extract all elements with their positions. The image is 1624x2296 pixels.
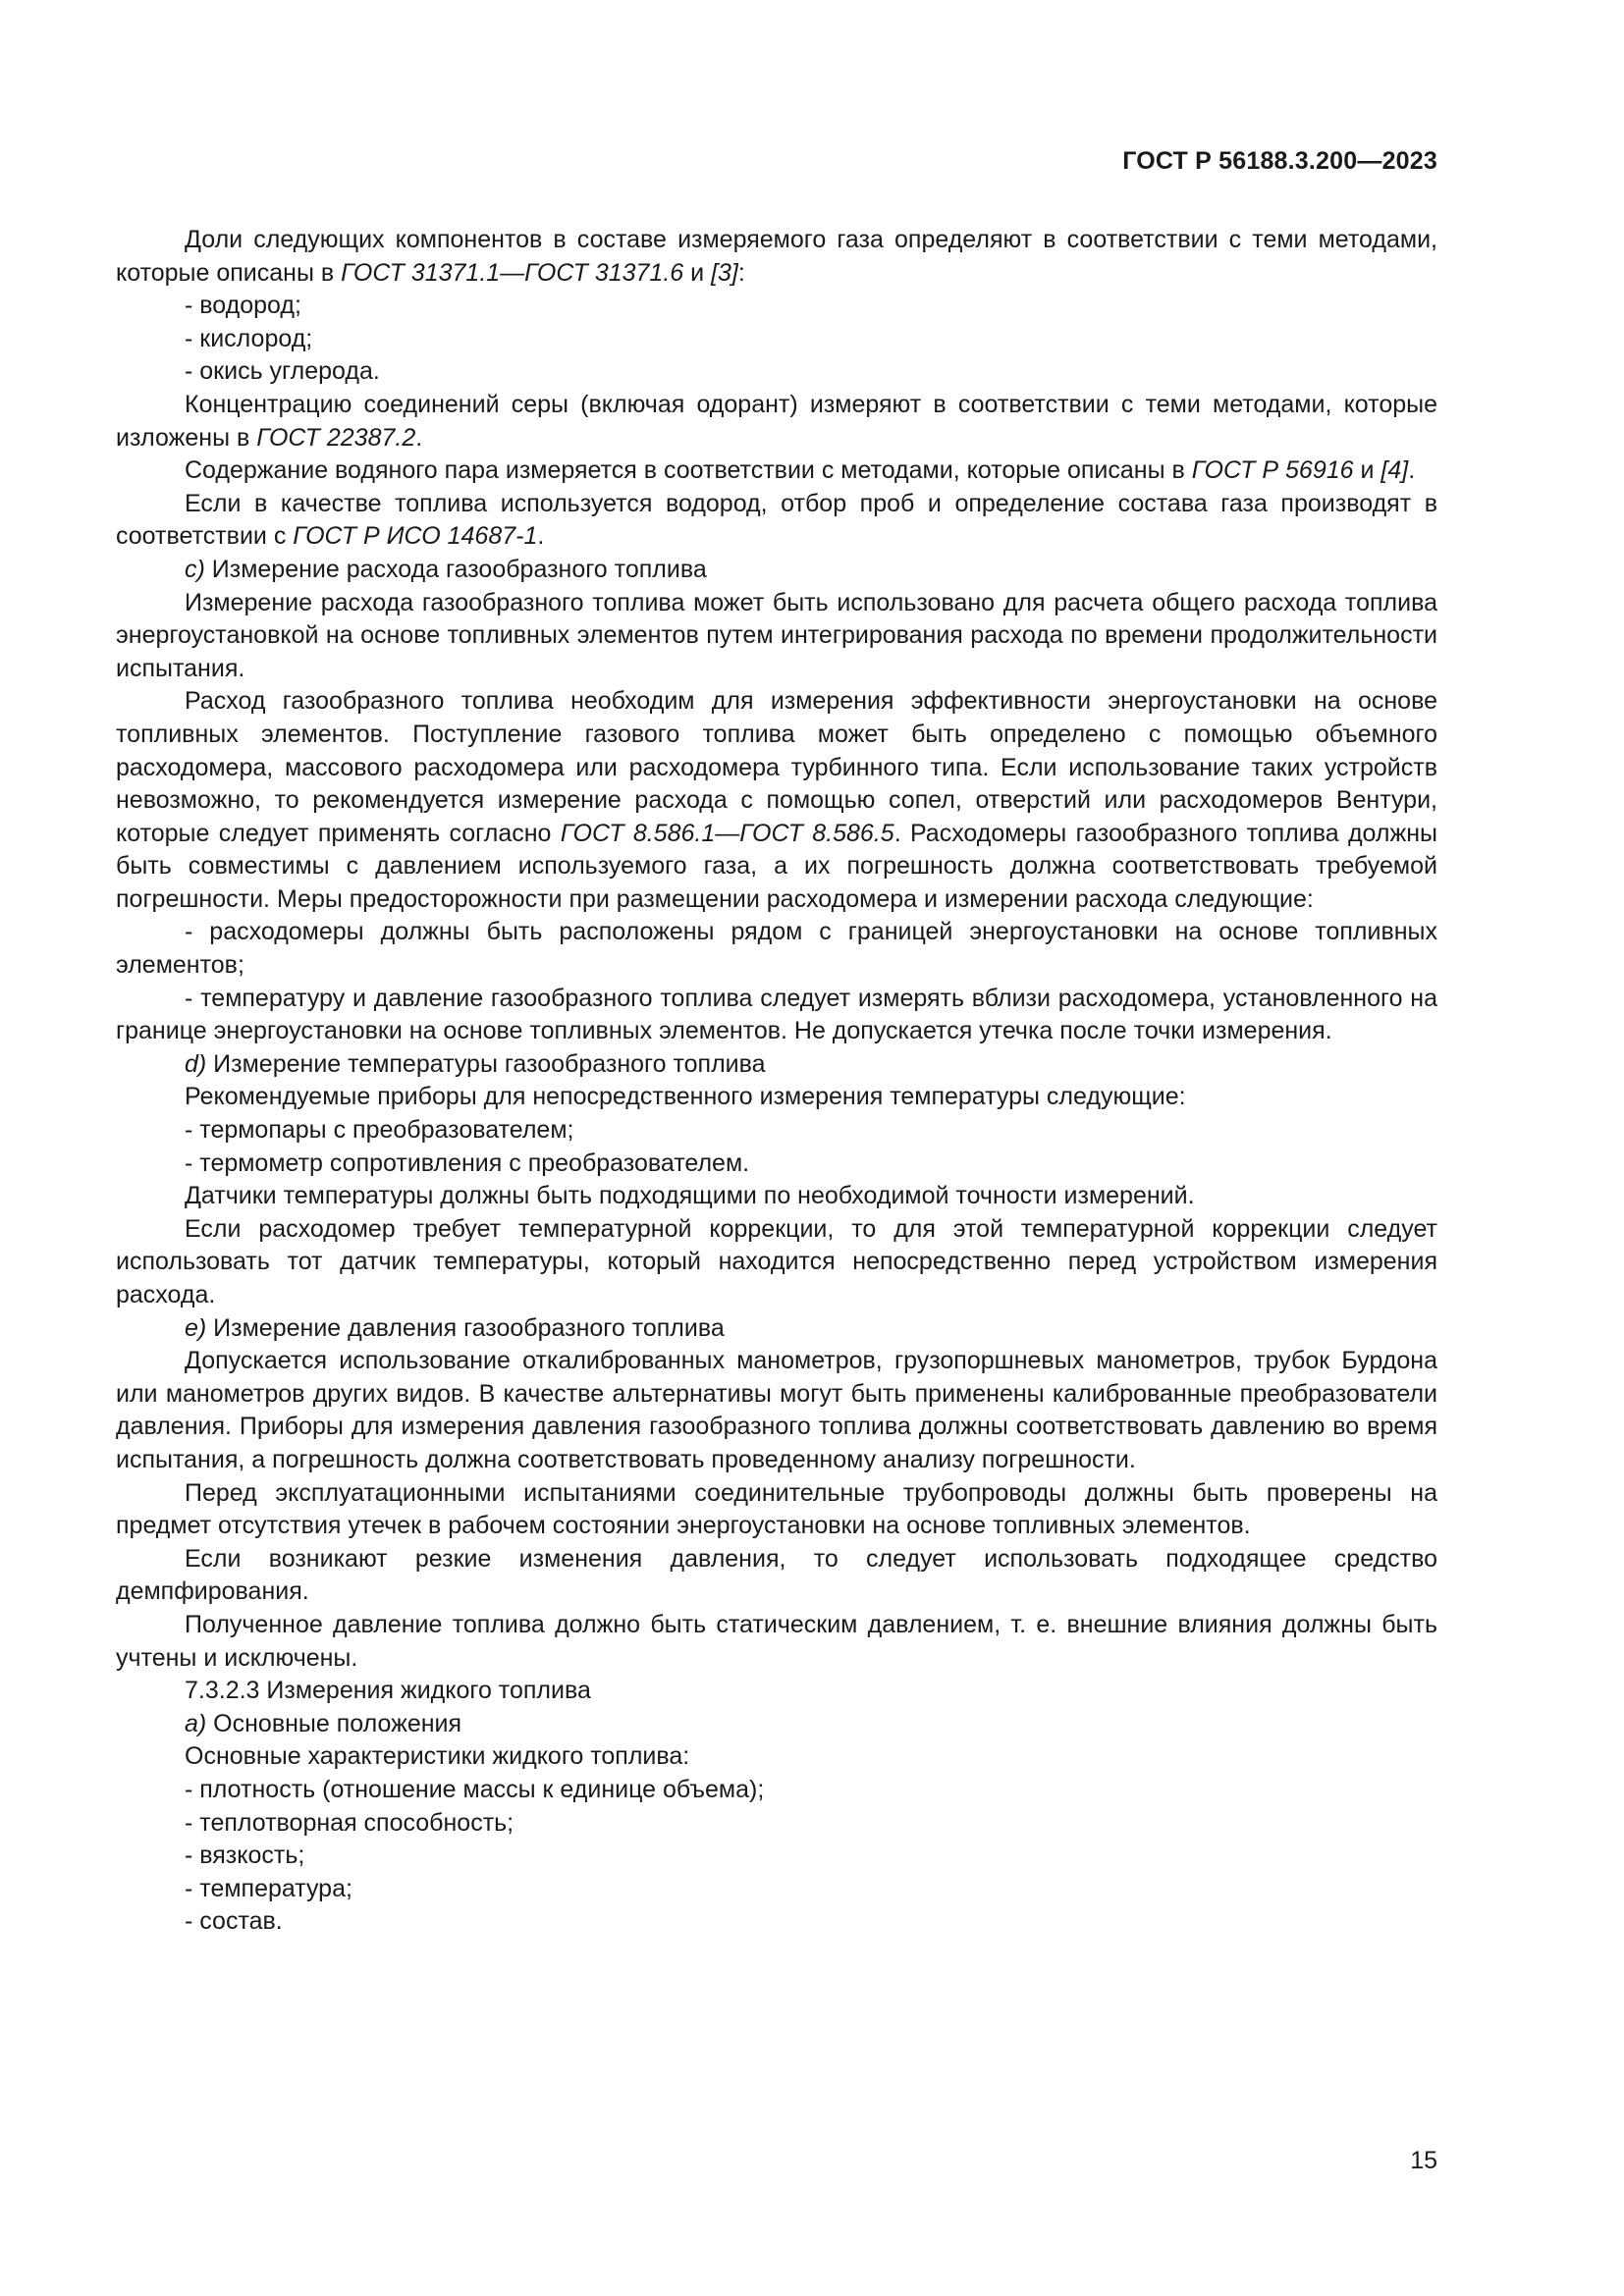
text-run: - теплотворная способность; (185, 1808, 514, 1837)
text-run: 7.3.2.3 Измерения жидкого топлива (185, 1677, 591, 1705)
text-run: Если в качестве топлива используется водород, отбор проб и определение состава газа производят в соответствии с (116, 489, 1437, 551)
paragraph (116, 1148, 1437, 1181)
text-run: Допускается использование откалиброванных манометров, грузопоршневых манометров, трубок Бурдона или манометров других видов. В качестве альтернативы могут быть применены калиброванные преобразователи давления. Приборы для измерения давления газообразного топлива должны соответствовать давлению во время испытания, а погрешность должна соответствовать проведенному анализу погрешности. (116, 1347, 1437, 1473)
text-run: Перед эксплуатационными испытаниями соединительные трубопроводы должны быть проверены на предмет отсутствия утечек в рабочем состоянии энергоустановки на основе топливных элементов. (116, 1478, 1437, 1540)
text-run: Если расходомер требует температурной коррекции, то для этой температурной коррекции следует использовать тот датчик температуры, который находится непосредственно перед устройством измерения расхода. (116, 1214, 1437, 1308)
text-run: - кислород; (185, 324, 313, 352)
text-run: Основные положения (206, 1709, 462, 1737)
text-run: - состав. (185, 1907, 283, 1936)
paragraph (116, 916, 1437, 982)
reference-text: ГОСТ Р ИСО 14687-1 (293, 522, 538, 551)
paragraph (116, 1807, 1437, 1841)
text-run: Содержание водяного пара измеряется в соответствии с методами, которые описаны в (185, 456, 1192, 485)
paragraph (116, 1774, 1437, 1807)
paragraph (116, 454, 1437, 488)
paragraph (116, 1905, 1437, 1939)
text-run: Рекомендуемые приборы для непосредственного измерения температуры следующие: (185, 1083, 1186, 1111)
paragraph (116, 1840, 1437, 1873)
reference-text: ГОСТ 8.586.1—ГОСТ 8.586.5 (560, 819, 894, 847)
paragraph (116, 554, 1437, 587)
text-run: - окись углерода. (185, 357, 380, 386)
paragraph (116, 1180, 1437, 1213)
page-number: 15 (1410, 2147, 1437, 2174)
text-run: - водород; (185, 292, 301, 320)
text-run: и (683, 258, 712, 287)
paragraph (116, 1114, 1437, 1148)
text-run: Полученное давление топлива должно быть статическим давлением, т. е. внешние влияния должны быть учтены и исключены. (116, 1610, 1437, 1672)
reference-text: d) (185, 1049, 207, 1078)
text-run: Измерение расхода газообразного топлива может быть использовано для расчета общего расхода топлива энергоустановкой на основе топливных элементов путем интегрирования расхода по времени продолжительности испытания. (116, 588, 1437, 682)
paragraph (116, 685, 1437, 916)
reference-text: c) (185, 555, 205, 583)
paragraph (116, 1675, 1437, 1708)
paragraph (116, 1477, 1437, 1543)
text-run: Доли следующих компонентов в составе измеряемого газа определяют в соответствии с теми методами, которые описаны в (116, 226, 1437, 287)
text-run: Измерение давления газообразного топлива (206, 1313, 725, 1342)
paragraph (116, 1312, 1437, 1346)
reference-text: ГОСТ 31371.1—ГОСТ 31371.6 (341, 258, 684, 287)
text-run: - плотность (отношение массы к единице объема); (185, 1775, 765, 1803)
paragraph (116, 1048, 1437, 1082)
text-run: Расход газообразного топлива необходим для измерения эффективности энергоустановки на основе топливных элементов. Поступление газового топлива может быть определено с помощью объемного расходомера, массового расходомера или расходомера турбинного типа. Если использование таких устройств невозможно, то рекомендуется измерение расхода с помощью сопел, отверстий или расходомеров Вентури, которые следует применять согласно (116, 687, 1437, 847)
text-run: - температуру и давление газообразного топлива следует измерять вблизи расходомера, установленного на границе энергоустановки на основе топливных элементов. Не допускается утечка после точки измерения. (116, 984, 1437, 1045)
text-run: - термопары с преобразователем; (185, 1116, 574, 1145)
reference-text: ГОСТ Р 56916 (1191, 456, 1354, 485)
paragraph (116, 323, 1437, 356)
reference-text: [3] (711, 258, 738, 287)
paragraph (116, 224, 1437, 290)
paragraph (116, 355, 1437, 389)
text-run: - расходомеры должны быть расположены рядом с границей энергоустановки на основе топливных элементов; (116, 918, 1437, 980)
reference-text: a) (185, 1709, 207, 1737)
reference-text: ГОСТ 22387.2 (256, 423, 416, 452)
document-body (116, 224, 1437, 1939)
text-run: Измерение температуры газообразного топлива (206, 1049, 766, 1078)
paragraph (116, 1708, 1437, 1741)
document-code-header: ГОСТ Р 56188.3.200—2023 (1122, 147, 1437, 175)
reference-text: [4] (1380, 456, 1409, 485)
paragraph (116, 290, 1437, 323)
paragraph (116, 1345, 1437, 1476)
text-run: Основные характеристики жидкого топлива: (185, 1742, 690, 1771)
reference-text: e) (185, 1313, 207, 1342)
text-run: Измерение расхода газообразного топлива (204, 555, 707, 583)
text-run: - термометр сопротивления с преобразователем. (185, 1148, 750, 1177)
text-run: - вязкость; (185, 1842, 305, 1870)
text-run: Концентрацию соединений серы (включая одорант) измеряют в соответствии с теми методами, которые изложены в (116, 390, 1437, 452)
paragraph (116, 587, 1437, 686)
text-run: - температура; (185, 1874, 352, 1902)
text-run: . (1408, 456, 1416, 485)
text-run: . (415, 423, 423, 452)
paragraph (116, 389, 1437, 454)
paragraph (116, 488, 1437, 554)
text-run: и (1353, 456, 1381, 485)
text-run: . (537, 522, 545, 551)
text-run: : (737, 258, 745, 287)
paragraph (116, 1081, 1437, 1114)
text-run: Датчики температуры должны быть подходящими по необходимой точности измерений. (185, 1182, 1195, 1210)
paragraph (116, 1543, 1437, 1609)
text-run: . Расходомеры газообразного топлива должны быть совместимы с давлением используемого газа, а их погрешность должна соответствовать требуемой погрешности. Меры предосторожности при размещении расходомера и измерении расхода следующие: (116, 819, 1437, 913)
paragraph (116, 1213, 1437, 1312)
paragraph (116, 983, 1437, 1048)
paragraph (116, 1609, 1437, 1675)
text-run: Если возникают резкие изменения давления, то следует использовать подходящее средство демпфирования. (116, 1544, 1437, 1606)
paragraph (116, 1873, 1437, 1906)
paragraph (116, 1740, 1437, 1774)
